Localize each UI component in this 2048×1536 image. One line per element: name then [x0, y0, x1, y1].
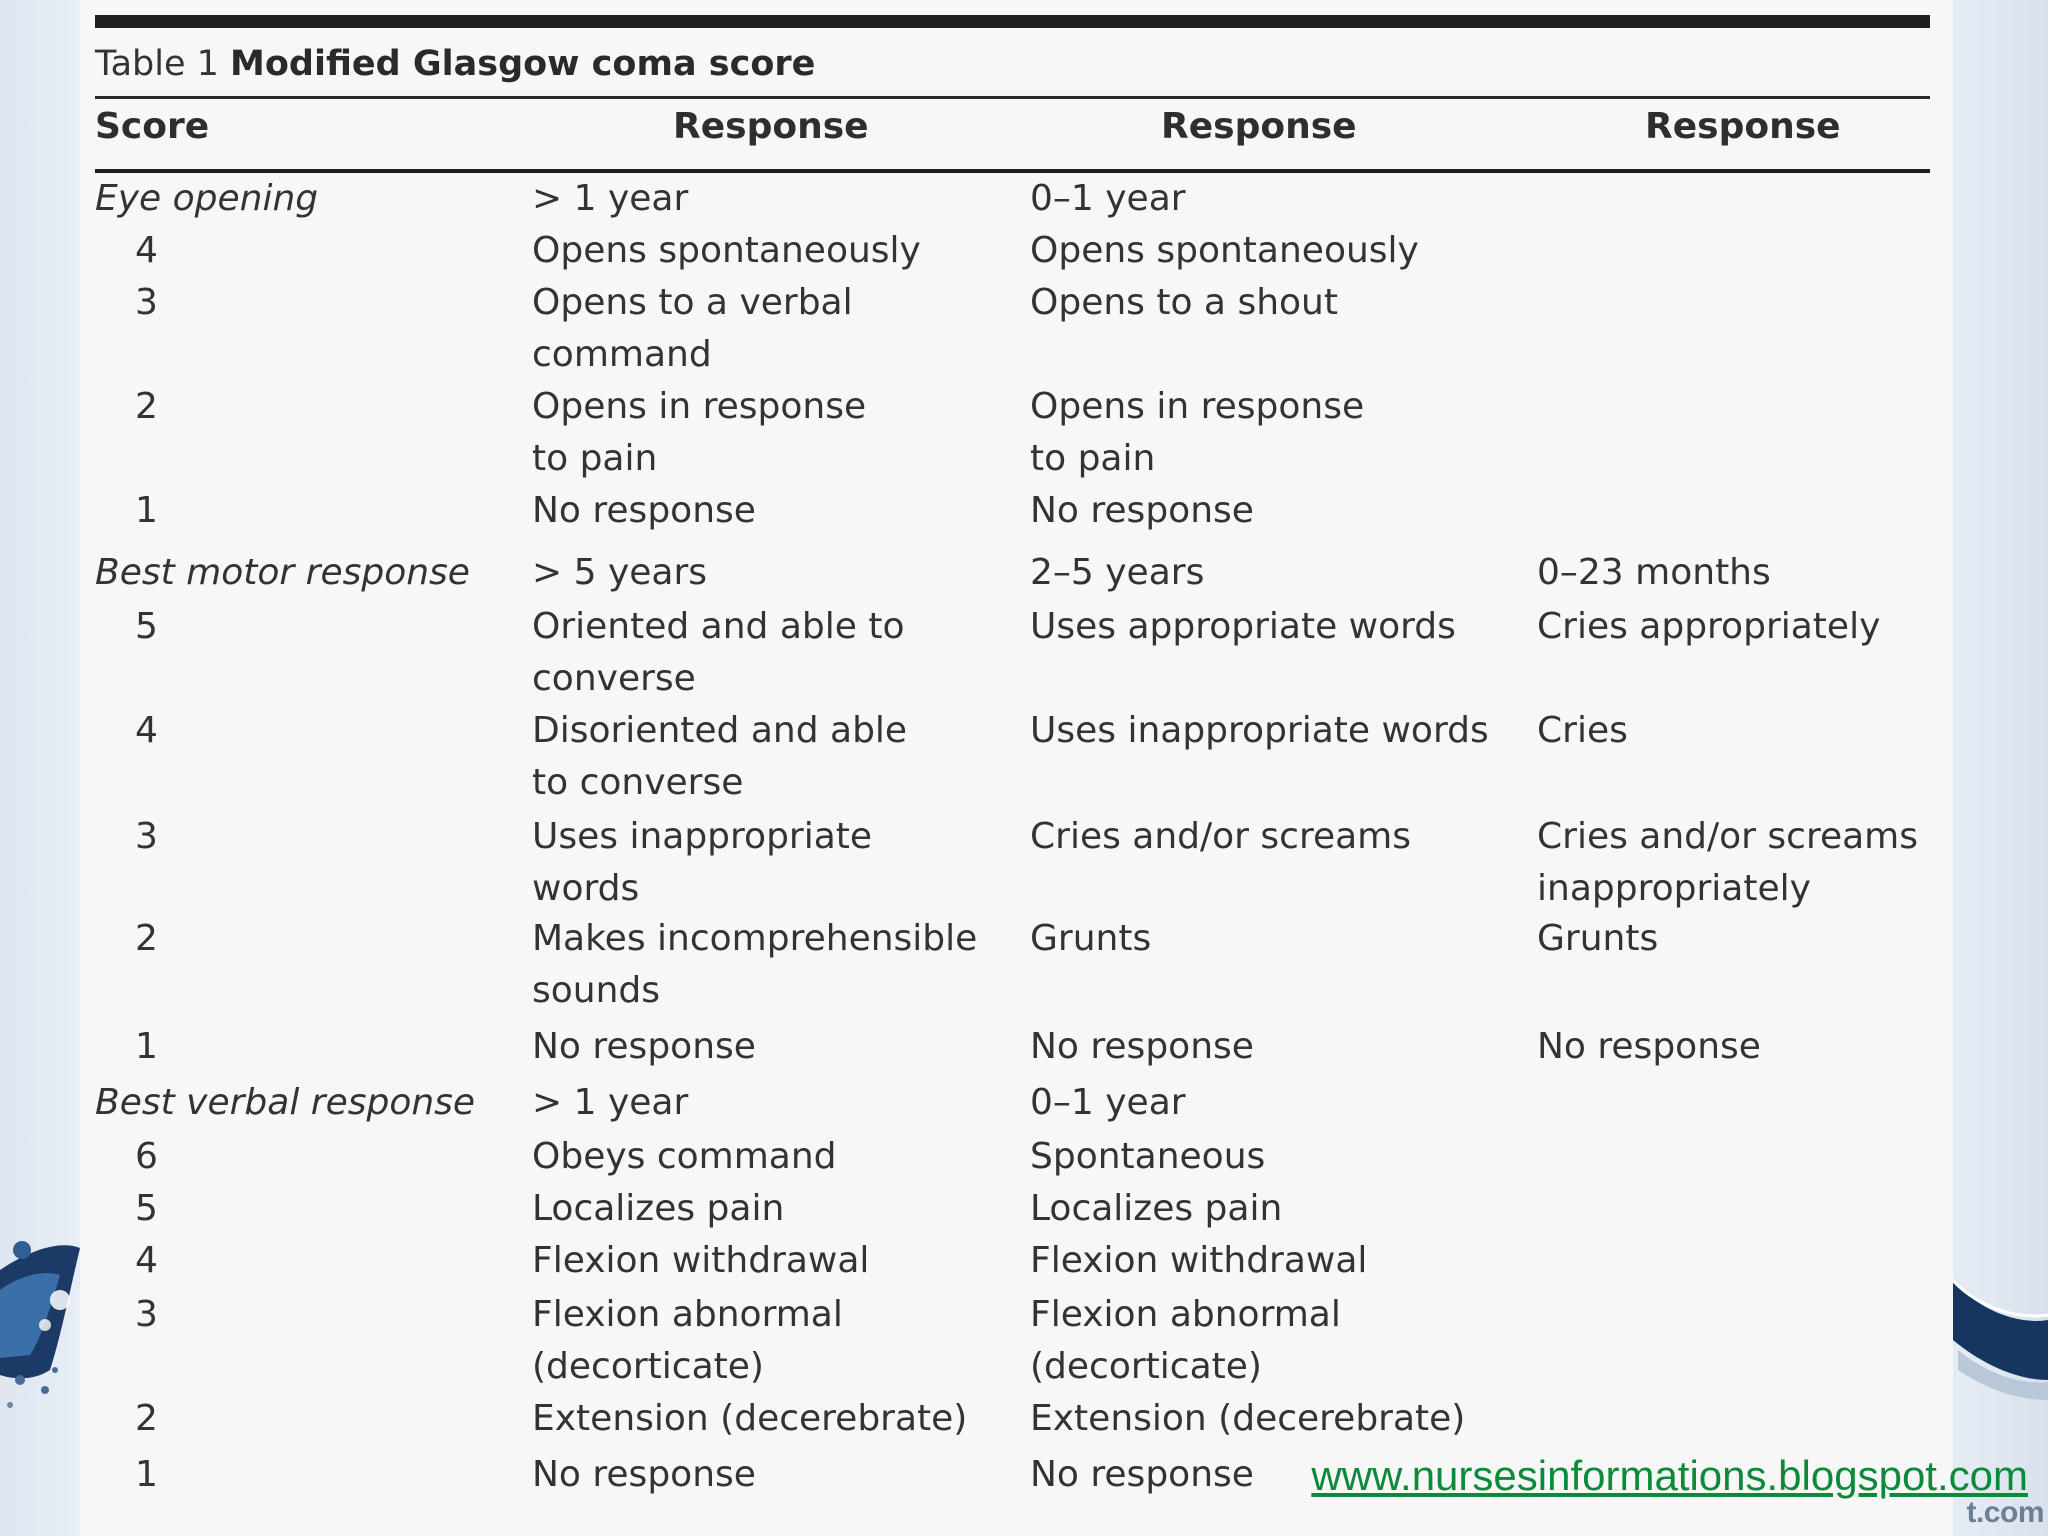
response-cell-1: Obeys command: [532, 1136, 837, 1177]
score-cell: 4: [135, 1240, 158, 1281]
score-cell: 3: [135, 816, 158, 857]
response-cell-2: No response: [1030, 1026, 1254, 1067]
response-cell-2: Flexion withdrawal: [1030, 1240, 1368, 1281]
score-cell: 3: [135, 282, 158, 323]
response-cell-1: Disoriented and able to converse: [532, 710, 908, 803]
table-header-row: [95, 99, 1930, 169]
response-cell-1: Makes incomprehensible sounds: [532, 918, 978, 1011]
caption-label: Table 1: [95, 44, 219, 84]
response-cell-1: No response: [532, 1026, 756, 1067]
response-cell-2: 2–5 years: [1030, 552, 1205, 593]
score-cell: 5: [135, 1188, 158, 1229]
response-cell-2: Opens to a shout: [1030, 282, 1338, 323]
response-cell-1: Extension (decerebrate): [532, 1398, 968, 1439]
response-cell-1: Oriented and able to converse: [532, 606, 905, 699]
section-label: Best motor response: [95, 552, 470, 593]
response-cell-2: Cries and/or screams: [1030, 816, 1412, 857]
corner-watermark-text: t.com: [1966, 1496, 2044, 1529]
table-caption: [95, 28, 1930, 96]
section-label: Eye opening: [95, 178, 319, 219]
header-score: Score: [95, 106, 210, 147]
response-cell-2: No response: [1030, 1454, 1254, 1495]
response-cell-1: No response: [532, 1454, 756, 1495]
header-response-1: Response: [673, 106, 869, 147]
response-cell-1: Localizes pain: [532, 1188, 785, 1229]
header-response-2: Response: [1161, 106, 1357, 147]
response-cell-1: No response: [532, 490, 756, 531]
response-cell-1: Flexion withdrawal: [532, 1240, 870, 1281]
blog-link[interactable]: www.nursesinformations.blogspot.com: [1311, 1452, 2028, 1499]
response-cell-2: Opens in response to pain: [1030, 386, 1365, 479]
score-cell: 4: [135, 230, 158, 271]
response-cell-2: Localizes pain: [1030, 1188, 1283, 1229]
response-cell-1: > 1 year: [532, 1082, 689, 1123]
response-cell-1: Opens in response to pain: [532, 386, 867, 479]
wave-decoration: [1948, 1240, 2048, 1420]
header-response-3: Response: [1645, 106, 1841, 147]
response-cell-1: > 1 year: [532, 178, 689, 219]
response-cell-3: Cries: [1537, 710, 1628, 751]
response-cell-2: No response: [1030, 490, 1254, 531]
score-cell: 3: [135, 1294, 158, 1335]
response-cell-2: 0–1 year: [1030, 1082, 1186, 1123]
response-cell-2: Uses inappropriate words: [1030, 710, 1489, 751]
response-cell-2: Flexion abnormal (decorticate): [1030, 1294, 1341, 1387]
response-cell-3: Cries and/or screams inappropriately: [1537, 816, 1919, 909]
response-cell-2: Grunts: [1030, 918, 1152, 959]
response-cell-3: Grunts: [1537, 918, 1659, 959]
water-splash-decoration: [0, 1230, 90, 1460]
response-cell-3: Cries appropriately: [1537, 606, 1881, 647]
response-cell-1: Flexion abnormal (decorticate): [532, 1294, 843, 1387]
score-cell: 2: [135, 386, 158, 427]
caption-title: Modified Glasgow coma score: [230, 44, 816, 84]
response-cell-2: Extension (decerebrate): [1030, 1398, 1466, 1439]
top-rule: [95, 15, 1930, 28]
score-cell: 2: [135, 918, 158, 959]
score-cell: 1: [135, 1454, 158, 1495]
response-cell-1: Opens to a verbal command: [532, 282, 853, 375]
response-cell-2: 0–1 year: [1030, 178, 1186, 219]
response-cell-1: Uses inappropriate words: [532, 816, 873, 909]
score-cell: 6: [135, 1136, 158, 1177]
score-cell: 5: [135, 606, 158, 647]
score-cell: 1: [135, 490, 158, 531]
response-cell-3: 0–23 months: [1537, 552, 1771, 593]
response-cell-2: Opens spontaneously: [1030, 230, 1419, 271]
response-cell-2: Spontaneous: [1030, 1136, 1266, 1177]
table-page: [80, 0, 1953, 1536]
score-cell: 2: [135, 1398, 158, 1439]
response-cell-1: > 5 years: [532, 552, 708, 593]
header-rule: [95, 169, 1930, 173]
response-cell-2: Uses appropriate words: [1030, 606, 1456, 647]
section-label: Best verbal response: [95, 1082, 476, 1123]
score-cell: 1: [135, 1026, 158, 1067]
response-cell-1: Opens spontaneously: [532, 230, 921, 271]
score-cell: 4: [135, 710, 158, 751]
response-cell-3: No response: [1537, 1026, 1761, 1067]
